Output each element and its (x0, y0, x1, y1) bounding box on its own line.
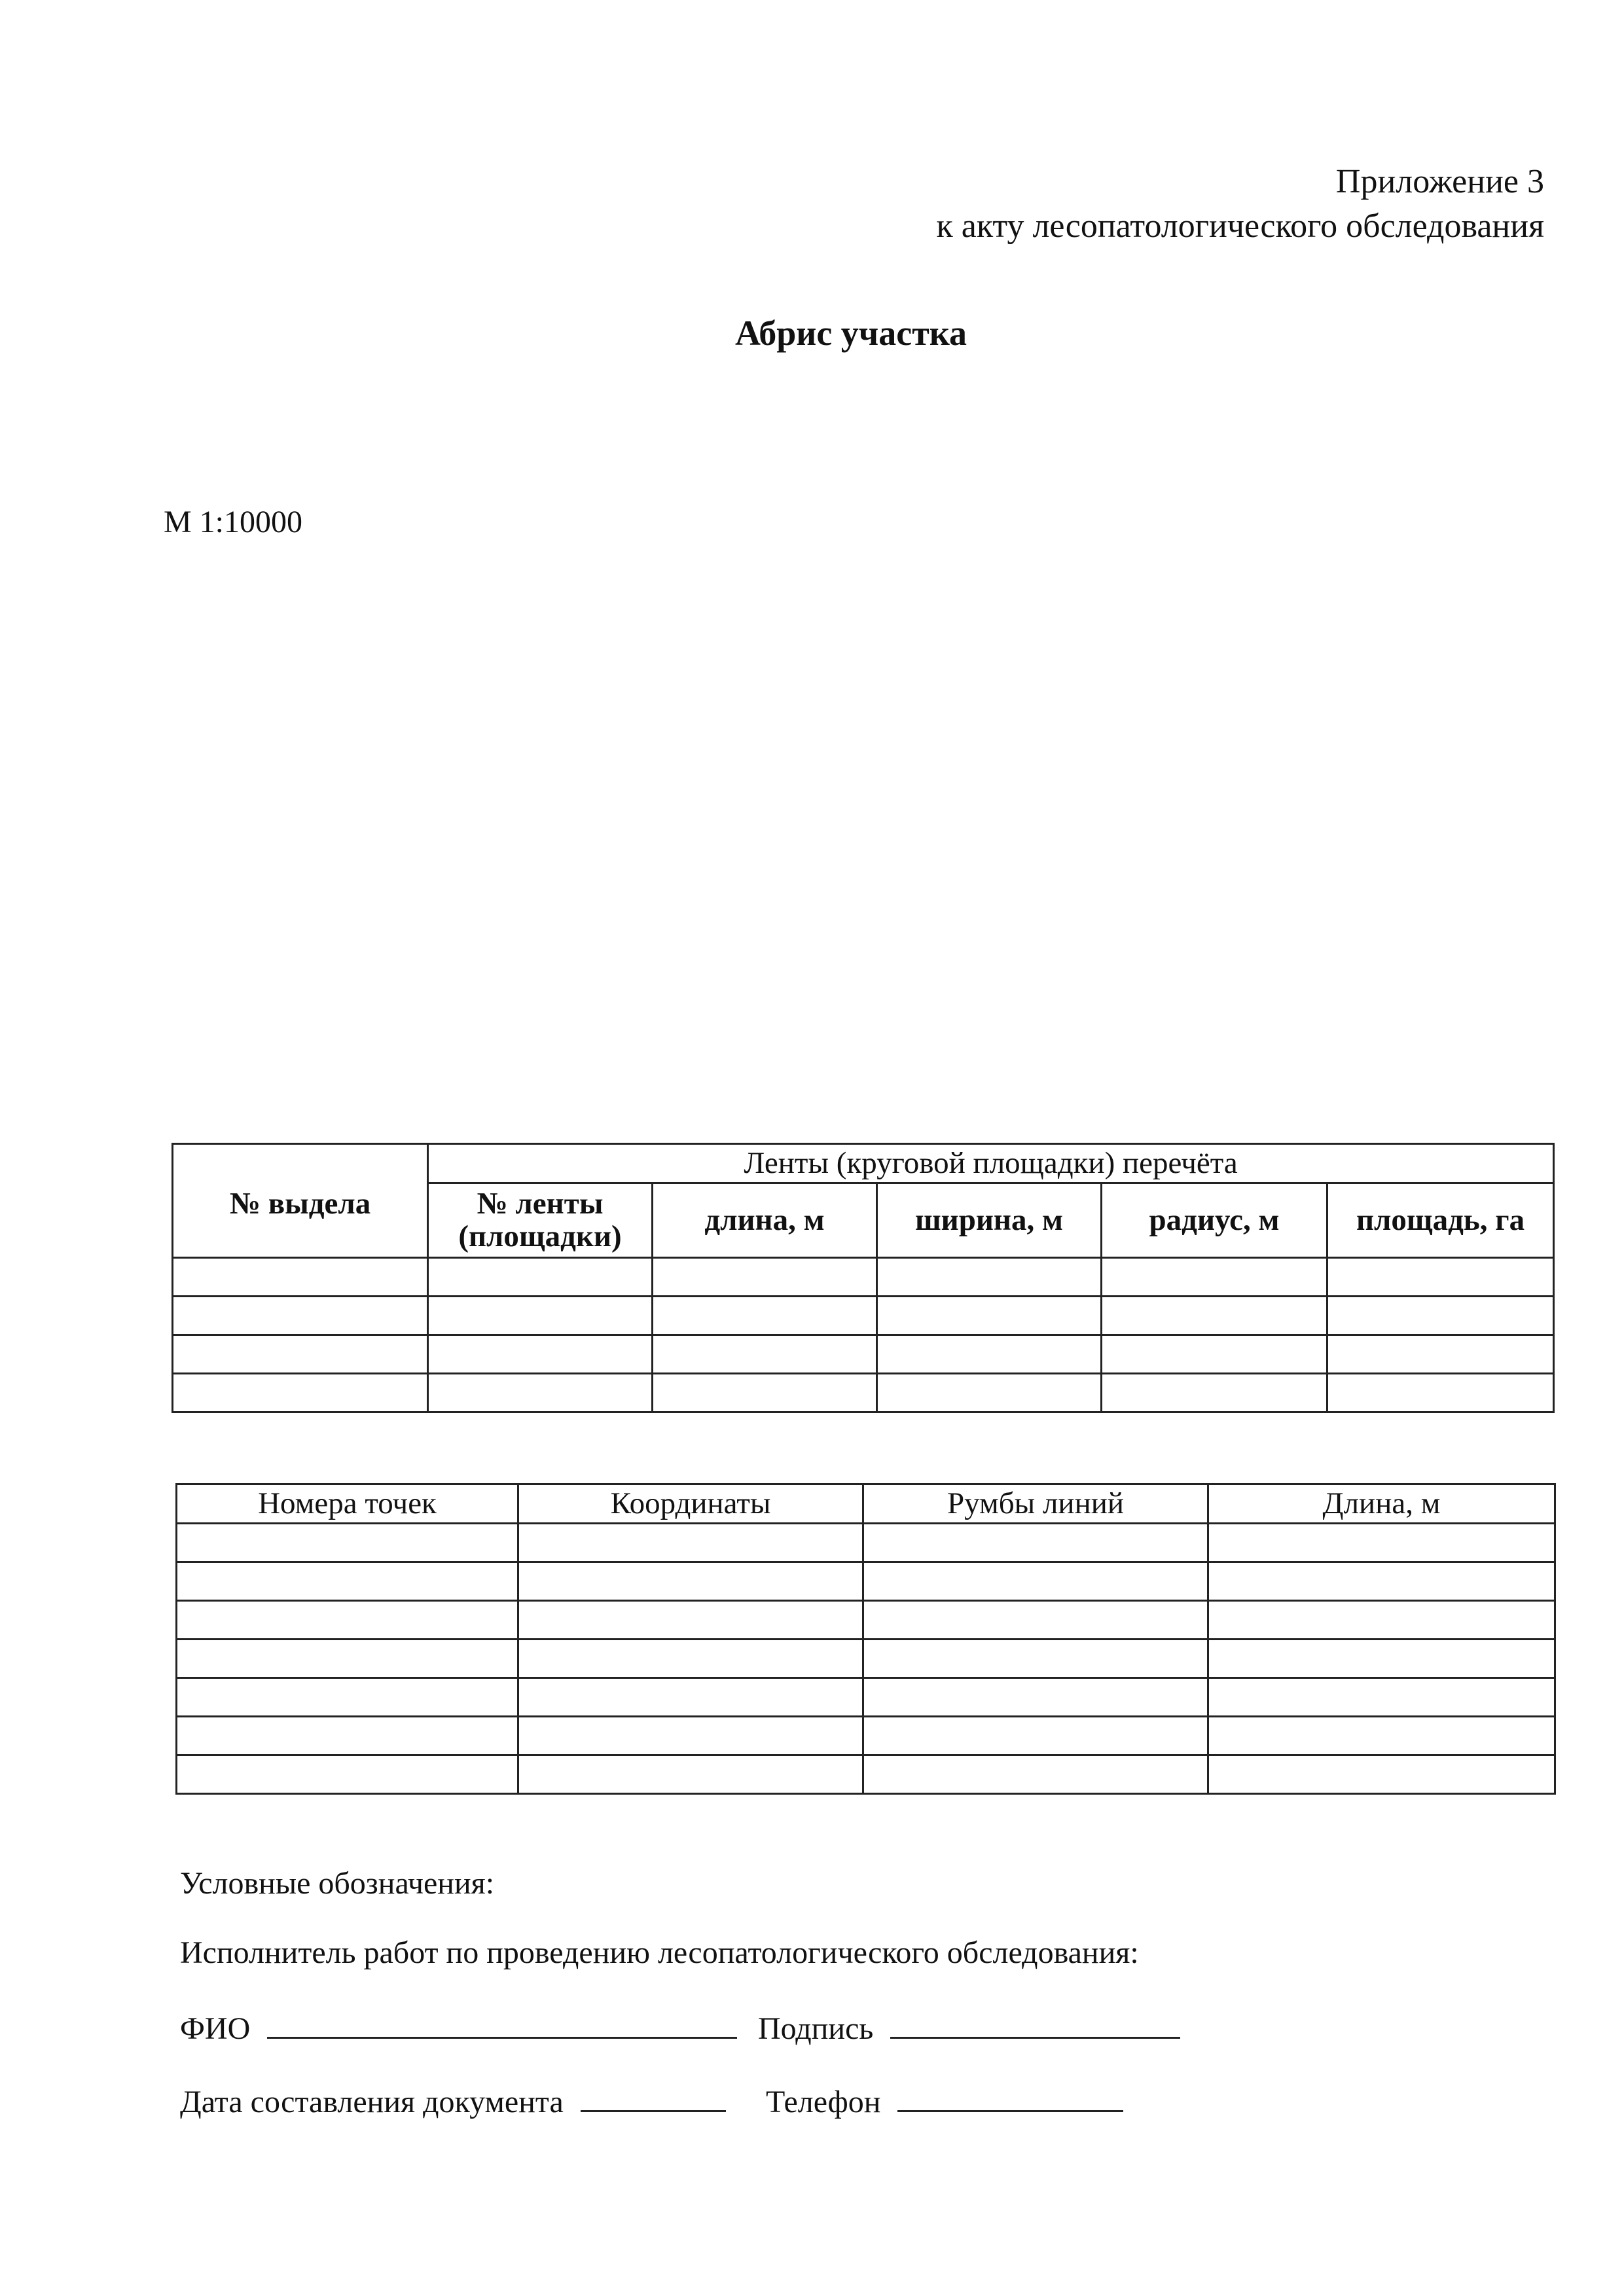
coordinates-table-row (177, 1678, 1555, 1717)
appendix-number: Приложение 3 (1335, 163, 1544, 200)
plots-table-cell[interactable] (1102, 1258, 1327, 1297)
header-area: площадь, га (1327, 1183, 1554, 1258)
coordinates-table-cell[interactable] (518, 1640, 863, 1678)
plots-table-cell[interactable] (1327, 1374, 1554, 1412)
plots-table-cell[interactable] (877, 1335, 1102, 1374)
plots-table-cell[interactable] (1102, 1297, 1327, 1335)
fio-field[interactable] (267, 2008, 737, 2039)
coordinates-table-cell[interactable] (1208, 1755, 1555, 1794)
fio-label: ФИО (180, 2011, 251, 2046)
coordinates-table-row (177, 1640, 1555, 1678)
coordinates-table-row (177, 1562, 1555, 1601)
coordinates-table-cell[interactable] (518, 1717, 863, 1755)
plots-table-cell[interactable] (428, 1258, 653, 1297)
coordinates-table-cell[interactable] (518, 1562, 863, 1601)
coordinates-table-cell[interactable] (518, 1678, 863, 1717)
header-width: ширина, м (877, 1183, 1102, 1258)
coordinates-table-cell[interactable] (863, 1640, 1208, 1678)
coordinates-table-cell[interactable] (177, 1717, 518, 1755)
plots-table-cell[interactable] (653, 1374, 877, 1412)
coordinates-table-cell[interactable] (177, 1678, 518, 1717)
plots-table-cell[interactable] (877, 1374, 1102, 1412)
plots-table-cell[interactable] (173, 1374, 428, 1412)
date-row (180, 2081, 726, 2120)
header-length: длина, м (653, 1183, 877, 1258)
coordinates-table-row (177, 1755, 1555, 1794)
fio-row (180, 2008, 737, 2047)
header-group-lenty: Ленты (круговой площадки) перечёта (428, 1144, 1554, 1183)
coordinates-table-cell[interactable] (518, 1601, 863, 1640)
plots-table-cell[interactable] (1327, 1335, 1554, 1374)
signature-row (758, 2008, 1180, 2047)
header-coordinates: Координаты (518, 1484, 863, 1524)
appendix-subtitle: к акту лесопатологического обследования (936, 207, 1544, 245)
plots-table-cell[interactable] (653, 1297, 877, 1335)
coordinates-table-cell[interactable] (863, 1717, 1208, 1755)
plots-table-row (173, 1297, 1554, 1335)
coordinates-table (175, 1483, 1556, 1795)
header-point-numbers: Номера точек (177, 1484, 518, 1524)
plots-table-cell[interactable] (653, 1335, 877, 1374)
header-radius: радиус, м (1102, 1183, 1327, 1258)
date-label: Дата составления документа (180, 2085, 564, 2119)
document-title: Абрис участка (734, 314, 967, 353)
coordinates-table-cell[interactable] (518, 1524, 863, 1562)
executor-label: Исполнитель работ по проведению лесопатологического обследования: (180, 1935, 1139, 1970)
coordinates-table-cell[interactable] (863, 1755, 1208, 1794)
coordinates-table-cell[interactable] (1208, 1640, 1555, 1678)
plots-table-row (173, 1258, 1554, 1297)
plots-table-cell[interactable] (653, 1258, 877, 1297)
coordinates-table-cell[interactable] (1208, 1601, 1555, 1640)
phone-label: Телефон (766, 2085, 881, 2119)
plots-table-row (173, 1335, 1554, 1374)
coordinates-table-cell[interactable] (1208, 1678, 1555, 1717)
map-scale: М 1:10000 (164, 505, 303, 539)
plots-table-cell[interactable] (877, 1297, 1102, 1335)
coordinates-table-cell[interactable] (518, 1755, 863, 1794)
plots-table-cell[interactable] (173, 1297, 428, 1335)
plots-table-cell[interactable] (1102, 1374, 1327, 1412)
phone-field[interactable] (897, 2081, 1123, 2112)
coordinates-table-cell[interactable] (177, 1562, 518, 1601)
coordinates-table-cell[interactable] (863, 1524, 1208, 1562)
coordinates-table-row (177, 1717, 1555, 1755)
plots-table-cell[interactable] (1327, 1258, 1554, 1297)
signature-field[interactable] (890, 2008, 1180, 2039)
coordinates-table-cell[interactable] (177, 1524, 518, 1562)
plots-table-cell[interactable] (428, 1335, 653, 1374)
plots-table-cell[interactable] (173, 1258, 428, 1297)
header-lenta-number: № ленты (площадки) (428, 1183, 653, 1258)
coordinates-table-cell[interactable] (1208, 1717, 1555, 1755)
coordinates-table-cell[interactable] (1208, 1524, 1555, 1562)
coordinates-table-row (177, 1601, 1555, 1640)
coordinates-table-cell[interactable] (177, 1755, 518, 1794)
phone-row (766, 2081, 1123, 2120)
date-field[interactable] (581, 2081, 726, 2112)
coordinates-table-cell[interactable] (863, 1601, 1208, 1640)
header-line-length: Длина, м (1208, 1484, 1555, 1524)
plots-table-cell[interactable] (428, 1374, 653, 1412)
signature-label: Подпись (758, 2011, 874, 2046)
legend-label: Условные обозначения: (180, 1866, 495, 1901)
coordinates-table-row (177, 1524, 1555, 1562)
plots-table-row (173, 1374, 1554, 1412)
plots-table-cell[interactable] (1327, 1297, 1554, 1335)
header-bearings: Румбы линий (863, 1484, 1208, 1524)
plots-table (171, 1143, 1555, 1413)
header-vydel: № выдела (173, 1144, 428, 1258)
coordinates-table-cell[interactable] (863, 1678, 1208, 1717)
plots-table-cell[interactable] (1102, 1335, 1327, 1374)
plots-table-cell[interactable] (428, 1297, 653, 1335)
plots-table-cell[interactable] (173, 1335, 428, 1374)
plots-table-cell[interactable] (877, 1258, 1102, 1297)
coordinates-table-cell[interactable] (177, 1640, 518, 1678)
coordinates-table-cell[interactable] (177, 1601, 518, 1640)
coordinates-table-cell[interactable] (1208, 1562, 1555, 1601)
coordinates-table-cell[interactable] (863, 1562, 1208, 1601)
